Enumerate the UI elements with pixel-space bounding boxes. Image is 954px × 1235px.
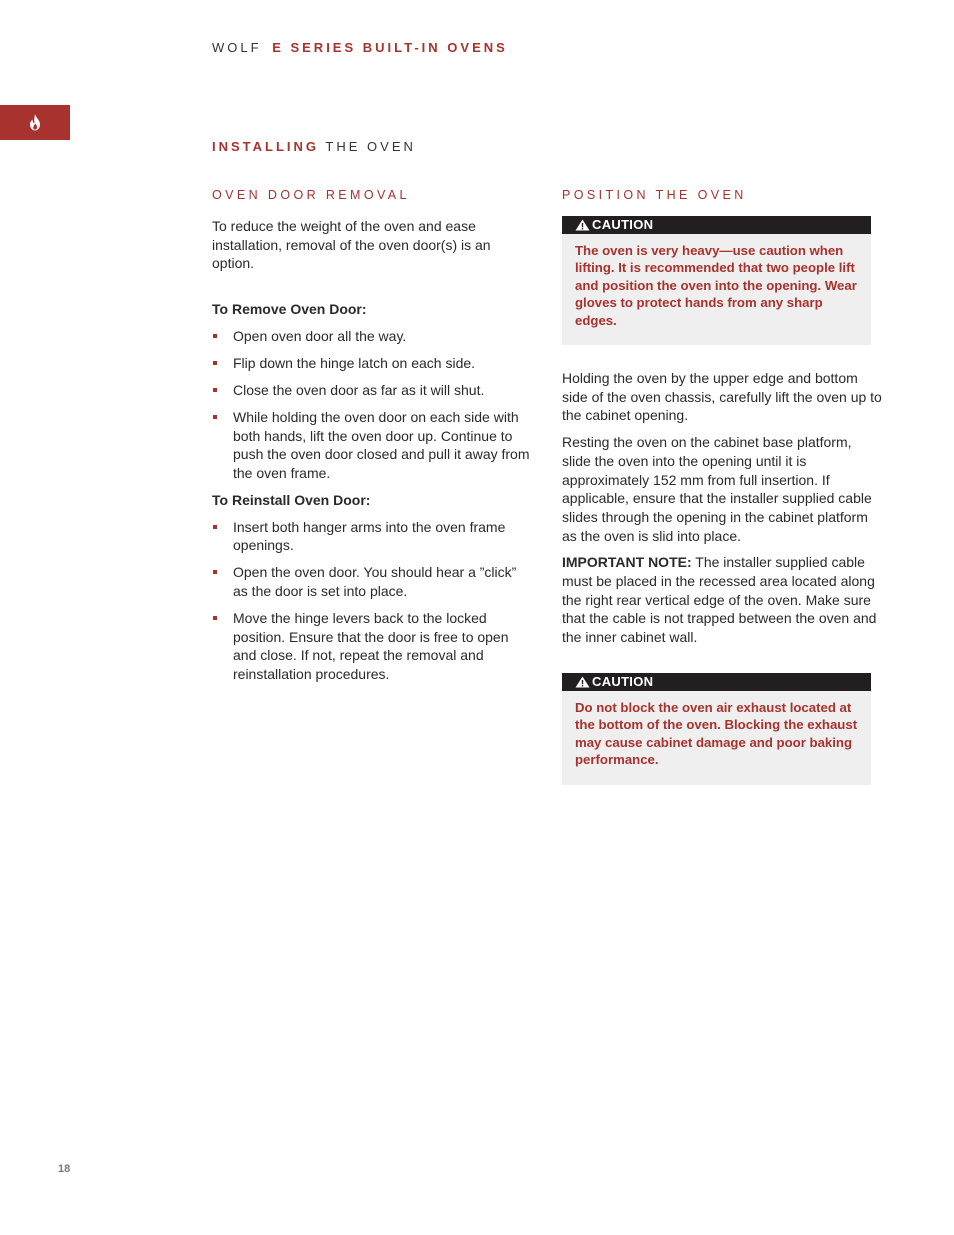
lift-paragraph: Holding the oven by the upper edge and bottom side of the oven chassis, carefully lift the oven up to the cabinet opening.: [562, 370, 882, 424]
remove-door-heading: To Remove Oven Door:: [212, 301, 367, 318]
bullet-icon: [213, 388, 217, 392]
caution-bar: [562, 216, 871, 234]
caution-text: The oven is very heavy—use caution when lifting. It is recommended that two people lift and position the oven into the opening. Wear gloves to protect hands from any sharp edges.: [575, 243, 857, 328]
list-item: [212, 563, 530, 600]
bullet-icon: [213, 525, 217, 529]
oven-door-removal-heading: OVEN DOOR REMOVAL: [212, 188, 410, 202]
caution-bar: [562, 673, 871, 691]
list-item: [212, 408, 530, 483]
important-note-text: The installer supplied cable must be placed in the recessed area located along the right rear vertical edge of the oven. Make sure that the cable is not trapped between the oven and the inner cabinet wall.: [562, 554, 877, 646]
list-item-text: Open oven door all the way.: [233, 327, 407, 344]
caution-box: [562, 673, 871, 785]
list-item-text: Open the oven door. You should hear a ”click” as the door is set into place.: [233, 564, 517, 600]
list-item: [212, 354, 530, 373]
warning-icon: [575, 676, 590, 688]
important-note: [562, 553, 882, 647]
list-item: [212, 609, 530, 684]
section-title-highlight: INSTALLING: [212, 139, 320, 154]
slide-paragraph: Resting the oven on the cabinet base platform, slide the oven into the opening until it is approximately 152 mm from full insertion. If applicable, ensure that the installer supplied cable slides through the opening in the cabinet platform as the oven is slid into place.: [562, 434, 872, 544]
reinstall-door-heading: To Reinstall Oven Door:: [212, 491, 371, 508]
bullet-icon: [213, 361, 217, 365]
section-title: [212, 139, 416, 154]
section-tab: [0, 105, 70, 140]
remove-steps-list: [212, 327, 530, 483]
reinstall-steps-list: [212, 518, 530, 684]
bullet-icon: [213, 616, 217, 620]
bullet-icon: [213, 415, 217, 419]
important-note-label: IMPORTANT NOTE:: [562, 554, 692, 571]
position-oven-heading: POSITION THE OVEN: [562, 188, 747, 202]
caution-text: Do not block the oven air exhaust located at the bottom of the oven. Blocking the exhaust may cause cabinet damage and poor baking performance.: [575, 699, 858, 768]
left-column: [212, 188, 530, 692]
flame-icon: [28, 114, 42, 131]
warning-icon: [575, 219, 590, 231]
list-item-text: While holding the oven door on each side with both hands, lift the oven door up. Continue to push the oven door closed and pull it away from the oven frame.: [233, 408, 530, 481]
section-title-rest: THE OVEN: [325, 139, 416, 154]
series-name: E SERIES BUILT-IN OVENS: [272, 40, 508, 55]
list-item: [212, 518, 530, 555]
caution-label: CAUTION: [592, 217, 654, 232]
running-header: [212, 40, 508, 55]
list-item-text: Close the oven door as far as it will shut.: [233, 381, 485, 398]
caution-box: [562, 216, 871, 345]
intro-paragraph: To reduce the weight of the oven and ease installation, removal of the oven door(s) is an option.: [212, 218, 491, 272]
list-item: [212, 381, 530, 400]
list-item-text: Insert both hanger arms into the oven frame openings.: [233, 518, 506, 554]
bullet-icon: [213, 334, 217, 338]
page-number: 18: [58, 1163, 71, 1175]
list-item-text: Flip down the hinge latch on each side.: [233, 354, 476, 371]
brand-name: WOLF: [212, 40, 262, 55]
list-item: [212, 327, 530, 346]
list-item-text: Move the hinge levers back to the locked position. Ensure that the door is free to open and close. If not, repeat the removal and reinstallation procedures.: [233, 610, 509, 683]
right-column: [562, 188, 882, 785]
bullet-icon: [213, 570, 217, 574]
caution-label: CAUTION: [592, 673, 654, 689]
